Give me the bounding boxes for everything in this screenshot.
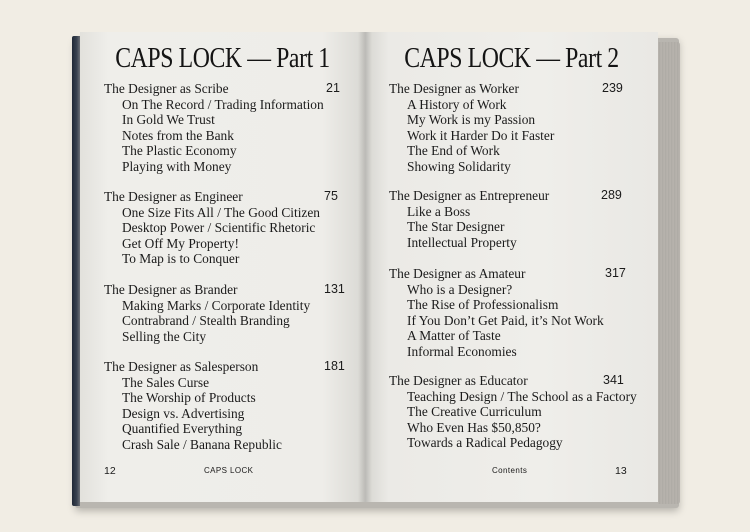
toc-entry: Towards a Radical Pedagogy	[407, 435, 563, 450]
open-book	[72, 32, 680, 506]
section-page-number: 181	[324, 359, 345, 373]
toc-entry: The Worship of Products	[122, 390, 256, 405]
left-running-head: CAPS LOCK	[204, 466, 254, 475]
left-page	[80, 32, 365, 502]
toc-entry: One Size Fits All / The Good Citizen	[122, 204, 320, 220]
toc-entry: The Creative Curriculum	[407, 404, 542, 419]
left-page-title: CAPS LOCK — Part 1	[115, 42, 330, 74]
cover-spine-edge	[72, 36, 80, 506]
section-page-number: 131	[324, 282, 345, 296]
toc-entry: Who is a Designer?	[407, 281, 513, 297]
toc-entry: Who Even Has $50,850?	[407, 419, 541, 435]
left-page-number: 12	[104, 465, 116, 477]
section-page-number: 75	[324, 189, 338, 203]
toc-entry: Crash Sale / Banana Republic	[122, 436, 282, 452]
page-block-edge	[658, 42, 680, 504]
toc-entry: Get Off My Property!	[122, 235, 239, 251]
toc-entry: Teaching Design / The School as a Factory	[407, 388, 637, 404]
toc-entry: To Map is to Conquer	[122, 251, 240, 266]
section-page-number: 289	[601, 188, 622, 202]
section-page-number: 21	[326, 81, 340, 95]
toc-entry: Making Marks / Corporate Identity	[122, 297, 311, 313]
toc-entry: My Work is my Passion	[407, 112, 536, 127]
section-heading: The Designer as Brander	[104, 282, 238, 297]
section-heading: The Designer as Engineer	[104, 189, 243, 204]
toc-entry: Selling the City	[122, 328, 207, 344]
section-heading: The Designer as Worker	[389, 81, 519, 96]
toc-entry: Informal Economies	[407, 343, 517, 359]
toc-entry: If You Don’t Get Paid, it’s Not Work	[407, 312, 604, 328]
book-gutter	[358, 32, 372, 502]
toc-entry: The Plastic Economy	[122, 143, 237, 158]
toc-entry: A History of Work	[407, 96, 507, 112]
toc-entry: On The Record / Trading Information	[122, 96, 324, 112]
toc-entry: The End of Work	[407, 143, 500, 158]
section-page-number: 239	[602, 81, 623, 95]
toc-entry: The Sales Curse	[122, 374, 210, 390]
toc-entry: Notes from the Bank	[122, 127, 234, 143]
right-running-head: Contents	[492, 466, 528, 475]
toc-entry: The Rise of Professionalism	[407, 297, 559, 312]
toc-entry: Like a Boss	[407, 203, 471, 219]
section-heading: The Designer as Salesperson	[104, 359, 259, 374]
toc-entry: In Gold We Trust	[122, 112, 215, 127]
toc-entry: Desktop Power / Scientific Rhetoric	[122, 220, 316, 235]
section-page-number: 341	[603, 373, 624, 387]
section-heading: The Designer as Educator	[389, 373, 528, 388]
toc-entry: Design vs. Advertising	[122, 405, 245, 421]
right-page-title: CAPS LOCK — Part 2	[404, 42, 619, 74]
toc-entry: Intellectual Property	[407, 234, 517, 250]
right-page	[365, 32, 658, 502]
toc-entry: The Star Designer	[407, 219, 505, 234]
toc-entry: Quantified Everything	[122, 421, 243, 436]
toc-entry: Playing with Money	[122, 158, 232, 174]
section-page-number: 317	[605, 266, 626, 280]
toc-entry: Contrabrand / Stealth Branding	[122, 313, 290, 328]
section-heading: The Designer as Scribe	[104, 81, 229, 96]
toc-entry: A Matter of Taste	[407, 328, 501, 343]
section-heading: The Designer as Amateur	[389, 266, 526, 281]
right-page-number: 13	[615, 465, 627, 477]
toc-entry: Work it Harder Do it Faster	[407, 127, 555, 143]
section-heading: The Designer as Entrepreneur	[389, 188, 550, 203]
toc-entry: Showing Solidarity	[407, 158, 511, 174]
